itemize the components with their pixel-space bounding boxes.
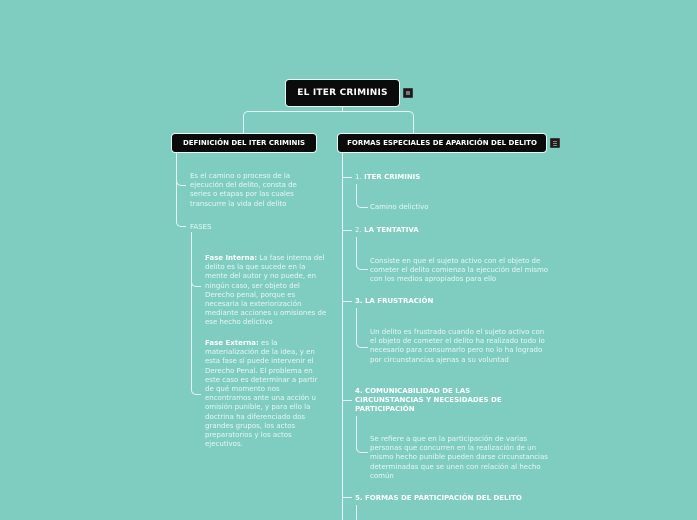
- item-number: 5.: [355, 494, 363, 502]
- item-title: FORMAS DE PARTICIPACIÓN DEL DELITO: [364, 494, 522, 502]
- definition-text: Es el camino o proceso de la ejecución del delito, consta de series o etapas por las cuales transcurre la vida del delito: [190, 172, 297, 208]
- connector: [191, 280, 201, 395]
- note-icon[interactable]: [403, 88, 413, 98]
- item-number: 1.: [355, 173, 362, 181]
- item-number: 4.: [355, 387, 363, 395]
- connector: [356, 416, 368, 453]
- connector: [342, 301, 352, 302]
- branch-definicion[interactable]: [171, 133, 317, 153]
- connector: [342, 153, 343, 520]
- branch-title: DEFINICIÓN DEL ITER CRIMINIS: [182, 139, 306, 147]
- fase-title: Fase Interna:: [205, 254, 258, 262]
- item-title: LA FRUSTRACIÓN: [364, 297, 434, 305]
- item-title: LA TENTATIVA: [364, 226, 419, 234]
- item-title: COMUNICABILIDAD DE LAS CIRCUNSTANCIAS Y NECESIDADES DE PARTICIPACIÓN: [355, 387, 502, 413]
- fase-title: Fase Externa:: [205, 339, 259, 347]
- fase-text: La fase interna del delito es la que sucede en la mente del autor y no puede, en ningún caso, ser objeto del Derecho penal, porque es necesaria la exteriorización mediante acciones u omisiones de ese hecho delictivo: [205, 254, 327, 327]
- connector: [243, 111, 414, 133]
- root-title: EL ITER CRIMINIS: [297, 88, 388, 98]
- connector: [176, 180, 186, 227]
- item-heading[interactable]: [355, 297, 433, 306]
- item-text: Un delito es frustrado cuando el sujeto activo con el objeto de cometer el delito ha realizado todo lo necesario para consumarlo pero no lo ha logrado por circunstancias ajenas a su voluntad: [370, 328, 545, 364]
- branch-formas[interactable]: [337, 133, 547, 153]
- item-number: 2.: [355, 226, 362, 234]
- item-heading[interactable]: [355, 226, 419, 235]
- connector: [342, 177, 352, 178]
- list-icon[interactable]: [550, 138, 560, 148]
- item-heading[interactable]: [355, 387, 530, 414]
- connector: [342, 400, 352, 401]
- item-heading[interactable]: [355, 494, 522, 503]
- connector: [191, 232, 201, 287]
- fase-interna: [205, 254, 327, 328]
- fases-label: FASES: [190, 223, 212, 231]
- connector: [342, 230, 352, 231]
- root-node[interactable]: [285, 79, 400, 107]
- item-text: Se refiere a que en la participación de varias personas que concurren en la realización de un mismo hecho punible pueden darse circunstancias determinadas que se unen con relación al hecho común: [370, 435, 548, 480]
- connector: [356, 308, 368, 348]
- connector: [356, 237, 368, 270]
- item-title: ITER CRIMINIS: [364, 173, 421, 181]
- connector: [342, 497, 352, 498]
- fase-text: es la materialización de la idea, y en esta fase sí puede intervenir el Derecho Penal. El problema en este caso es determinar a partir de qué momento nos encontramos ante una acción u omisión punible, y para ello la doctrina ha diferenciado dos grandes grupos, los actos preparatorios y los actos ejecutivos.: [205, 339, 318, 449]
- branch-title: FORMAS ESPECIALES DE APARICIÓN DEL DELITO: [347, 139, 537, 147]
- connector: [356, 505, 357, 520]
- fase-externa: [205, 339, 327, 449]
- item-text: Camino delictivo: [370, 203, 429, 211]
- connector: [356, 184, 368, 208]
- item-text: Consiste en que el sujeto activo con el objeto de cometer el delito comienza la ejecución del mismo con los medios apropiados para ello: [370, 257, 549, 284]
- item-number: 3.: [355, 297, 363, 305]
- item-heading[interactable]: [355, 173, 420, 182]
